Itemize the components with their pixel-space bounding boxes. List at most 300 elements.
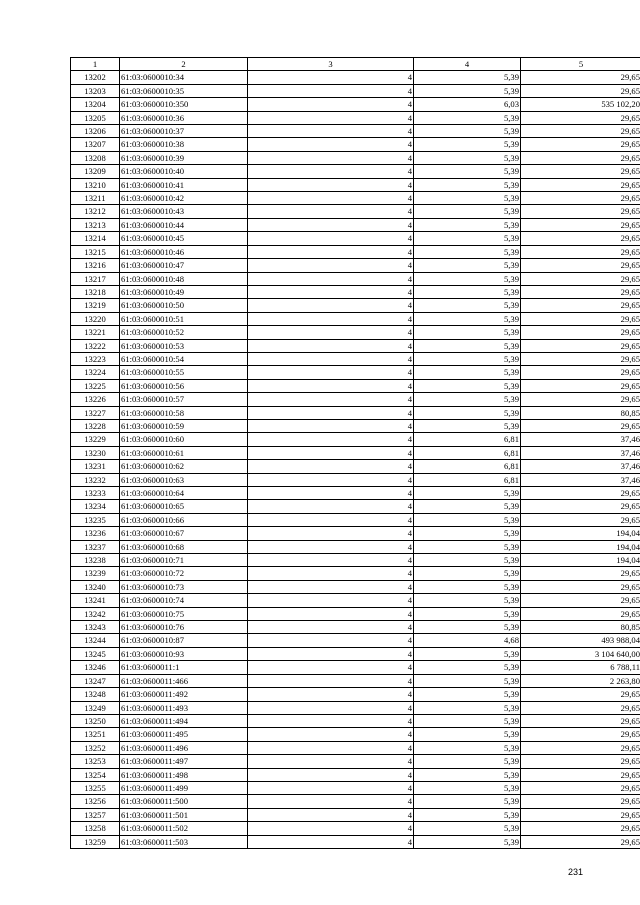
- cadastral-number-cell: 61:03:0600010:46: [120, 245, 248, 258]
- row-number-cell: 13222: [71, 339, 120, 352]
- cadastral-number-cell: 61:03:0600011:495: [120, 728, 248, 741]
- amount-cell: 29,65: [521, 326, 640, 339]
- table-row: [71, 259, 640, 272]
- amount-cell: 29,65: [521, 151, 640, 164]
- category-cell: 4: [248, 125, 414, 138]
- cadastral-number-cell: 61:03:0600010:55: [120, 366, 248, 379]
- amount-cell: 29,65: [521, 835, 640, 848]
- category-cell: 4: [248, 245, 414, 258]
- table-row: [71, 795, 640, 808]
- table-row: [71, 540, 640, 553]
- category-cell: 4: [248, 795, 414, 808]
- row-number-cell: 13210: [71, 178, 120, 191]
- cadastral-number-cell: 61:03:0600010:74: [120, 594, 248, 607]
- rate-cell: 5,39: [414, 647, 521, 660]
- table-row: [71, 138, 640, 151]
- cadastral-number-cell: 61:03:0600010:39: [120, 151, 248, 164]
- cadastral-number-cell: 61:03:0600010:58: [120, 406, 248, 419]
- table-row: [71, 218, 640, 231]
- amount-cell: 29,65: [521, 205, 640, 218]
- category-cell: 4: [248, 714, 414, 727]
- amount-cell: 29,65: [521, 701, 640, 714]
- rate-cell: 5,39: [414, 621, 521, 634]
- row-number-cell: 13241: [71, 594, 120, 607]
- rate-cell: 5,39: [414, 567, 521, 580]
- cadastral-number-cell: 61:03:0600010:65: [120, 500, 248, 513]
- category-cell: 4: [248, 339, 414, 352]
- table-row: [71, 822, 640, 835]
- column-header-2: 2: [120, 58, 248, 71]
- rate-cell: 5,39: [414, 71, 521, 84]
- amount-cell: 29,65: [521, 768, 640, 781]
- amount-cell: 29,65: [521, 339, 640, 352]
- row-number-cell: 13243: [71, 621, 120, 634]
- cadastral-number-cell: 61:03:0600010:61: [120, 446, 248, 459]
- cadastral-number-cell: 61:03:0600011:497: [120, 755, 248, 768]
- table-row: [71, 205, 640, 218]
- table-row: [71, 71, 640, 84]
- category-cell: 4: [248, 379, 414, 392]
- table-row: [71, 446, 640, 459]
- category-cell: 4: [248, 781, 414, 794]
- row-number-cell: 13227: [71, 406, 120, 419]
- category-cell: 4: [248, 406, 414, 419]
- table-row: [71, 554, 640, 567]
- amount-cell: 29,65: [521, 125, 640, 138]
- page-number: 231: [567, 867, 583, 877]
- row-number-cell: 13219: [71, 299, 120, 312]
- rate-cell: 5,39: [414, 795, 521, 808]
- cadastral-number-cell: 61:03:0600011:466: [120, 674, 248, 687]
- cadastral-number-cell: 61:03:0600010:75: [120, 607, 248, 620]
- rate-cell: 6,81: [414, 433, 521, 446]
- table-row: [71, 285, 640, 298]
- category-cell: 4: [248, 500, 414, 513]
- category-cell: 4: [248, 433, 414, 446]
- table-row: [71, 84, 640, 97]
- cadastral-number-cell: 61:03:0600010:87: [120, 634, 248, 647]
- amount-cell: 37,46: [521, 446, 640, 459]
- row-number-cell: 13202: [71, 71, 120, 84]
- amount-cell: 29,65: [521, 808, 640, 821]
- category-cell: 4: [248, 312, 414, 325]
- category-cell: 4: [248, 218, 414, 231]
- table-row: [71, 688, 640, 701]
- category-cell: 4: [248, 567, 414, 580]
- amount-cell: 29,65: [521, 138, 640, 151]
- table-row: [71, 835, 640, 848]
- category-cell: 4: [248, 701, 414, 714]
- amount-cell: 80,85: [521, 406, 640, 419]
- category-cell: 4: [248, 647, 414, 660]
- row-number-cell: 13217: [71, 272, 120, 285]
- table-row: [71, 607, 640, 620]
- rate-cell: 5,39: [414, 500, 521, 513]
- row-number-cell: 13221: [71, 326, 120, 339]
- rate-cell: 5,39: [414, 808, 521, 821]
- table-row: [71, 768, 640, 781]
- row-number-cell: 13215: [71, 245, 120, 258]
- amount-cell: 3 104 640,00: [521, 647, 640, 660]
- amount-cell: 194,04: [521, 540, 640, 553]
- rate-cell: 5,39: [414, 299, 521, 312]
- row-number-cell: 13236: [71, 527, 120, 540]
- amount-cell: 2 263,80: [521, 674, 640, 687]
- row-number-cell: 13237: [71, 540, 120, 553]
- amount-cell: 6 788,11: [521, 661, 640, 674]
- category-cell: 4: [248, 71, 414, 84]
- row-number-cell: 13226: [71, 393, 120, 406]
- table-row: [71, 661, 640, 674]
- cadastral-number-cell: 61:03:0600010:57: [120, 393, 248, 406]
- category-cell: 4: [248, 232, 414, 245]
- amount-cell: 194,04: [521, 554, 640, 567]
- table-header: [71, 58, 640, 71]
- cadastral-number-cell: 61:03:0600010:350: [120, 98, 248, 111]
- category-cell: 4: [248, 768, 414, 781]
- rate-cell: 5,39: [414, 661, 521, 674]
- row-number-cell: 13245: [71, 647, 120, 660]
- cadastral-number-cell: 61:03:0600010:71: [120, 554, 248, 567]
- rate-cell: 5,39: [414, 554, 521, 567]
- amount-cell: 29,65: [521, 272, 640, 285]
- cadastral-number-cell: 61:03:0600010:47: [120, 259, 248, 272]
- amount-cell: 29,65: [521, 218, 640, 231]
- amount-cell: 535 102,20: [521, 98, 640, 111]
- category-cell: 4: [248, 352, 414, 365]
- table-row: [71, 567, 640, 580]
- cadastral-number-cell: 61:03:0600010:40: [120, 165, 248, 178]
- amount-cell: 29,65: [521, 688, 640, 701]
- row-number-cell: 13231: [71, 460, 120, 473]
- rate-cell: 5,39: [414, 151, 521, 164]
- row-number-cell: 13203: [71, 84, 120, 97]
- rate-cell: 6,03: [414, 98, 521, 111]
- row-number-cell: 13213: [71, 218, 120, 231]
- amount-cell: 29,65: [521, 822, 640, 835]
- row-number-cell: 13252: [71, 741, 120, 754]
- amount-cell: 29,65: [521, 795, 640, 808]
- amount-cell: 29,65: [521, 567, 640, 580]
- header-row: [71, 58, 640, 71]
- row-number-cell: 13255: [71, 781, 120, 794]
- table-row: [71, 366, 640, 379]
- table-row: [71, 594, 640, 607]
- rate-cell: 5,39: [414, 245, 521, 258]
- cadastral-number-cell: 61:03:0600011:502: [120, 822, 248, 835]
- cadastral-number-cell: 61:03:0600010:93: [120, 647, 248, 660]
- table-row: [71, 125, 640, 138]
- amount-cell: 29,65: [521, 178, 640, 191]
- rate-cell: 5,39: [414, 218, 521, 231]
- rate-cell: 5,39: [414, 674, 521, 687]
- table-row: [71, 487, 640, 500]
- row-number-cell: 13208: [71, 151, 120, 164]
- amount-cell: 29,65: [521, 580, 640, 593]
- table-row: [71, 419, 640, 432]
- row-number-cell: 13251: [71, 728, 120, 741]
- cadastral-number-cell: 61:03:0600010:66: [120, 513, 248, 526]
- row-number-cell: 13259: [71, 835, 120, 848]
- table-row: [71, 165, 640, 178]
- row-number-cell: 13242: [71, 607, 120, 620]
- category-cell: 4: [248, 259, 414, 272]
- row-number-cell: 13218: [71, 285, 120, 298]
- rate-cell: 6,81: [414, 473, 521, 486]
- amount-cell: 29,65: [521, 728, 640, 741]
- table-row: [71, 192, 640, 205]
- rate-cell: 5,39: [414, 259, 521, 272]
- amount-cell: 29,65: [521, 245, 640, 258]
- category-cell: 4: [248, 728, 414, 741]
- rate-cell: 5,39: [414, 607, 521, 620]
- category-cell: 4: [248, 460, 414, 473]
- table-row: [71, 473, 640, 486]
- table-row: [71, 312, 640, 325]
- category-cell: 4: [248, 580, 414, 593]
- row-number-cell: 13204: [71, 98, 120, 111]
- amount-cell: 29,65: [521, 379, 640, 392]
- amount-cell: 29,65: [521, 366, 640, 379]
- rate-cell: 5,39: [414, 540, 521, 553]
- amount-cell: 29,65: [521, 232, 640, 245]
- amount-cell: 29,65: [521, 352, 640, 365]
- row-number-cell: 13256: [71, 795, 120, 808]
- amount-cell: 29,65: [521, 393, 640, 406]
- amount-cell: 29,65: [521, 513, 640, 526]
- row-number-cell: 13211: [71, 192, 120, 205]
- row-number-cell: 13206: [71, 125, 120, 138]
- cadastral-number-cell: 61:03:0600010:76: [120, 621, 248, 634]
- row-number-cell: 13225: [71, 379, 120, 392]
- cadastral-number-cell: 61:03:0600010:52: [120, 326, 248, 339]
- amount-cell: 29,65: [521, 192, 640, 205]
- table-row: [71, 781, 640, 794]
- rate-cell: 4,68: [414, 634, 521, 647]
- row-number-cell: 13220: [71, 312, 120, 325]
- rate-cell: 5,39: [414, 741, 521, 754]
- table-row: [71, 98, 640, 111]
- cadastral-number-cell: 61:03:0600011:1: [120, 661, 248, 674]
- rate-cell: 5,39: [414, 580, 521, 593]
- category-cell: 4: [248, 808, 414, 821]
- row-number-cell: 13249: [71, 701, 120, 714]
- category-cell: 4: [248, 594, 414, 607]
- rate-cell: 5,39: [414, 326, 521, 339]
- category-cell: 4: [248, 674, 414, 687]
- amount-cell: 29,65: [521, 84, 640, 97]
- amount-cell: 194,04: [521, 527, 640, 540]
- category-cell: 4: [248, 661, 414, 674]
- category-cell: 4: [248, 688, 414, 701]
- category-cell: 4: [248, 554, 414, 567]
- amount-cell: 29,65: [521, 500, 640, 513]
- column-header-5: 5: [521, 58, 640, 71]
- category-cell: 4: [248, 98, 414, 111]
- cadastral-number-cell: 61:03:0600010:51: [120, 312, 248, 325]
- row-number-cell: 13235: [71, 513, 120, 526]
- cadastral-number-cell: 61:03:0600010:38: [120, 138, 248, 151]
- table-row: [71, 755, 640, 768]
- table-row: [71, 741, 640, 754]
- rate-cell: 5,39: [414, 165, 521, 178]
- rate-cell: 5,39: [414, 125, 521, 138]
- cadastral-number-cell: 61:03:0600010:59: [120, 419, 248, 432]
- table-row: [71, 500, 640, 513]
- table-row: [71, 232, 640, 245]
- rate-cell: 6,81: [414, 446, 521, 459]
- cadastral-number-cell: 61:03:0600010:49: [120, 285, 248, 298]
- cadastral-number-cell: 61:03:0600010:42: [120, 192, 248, 205]
- row-number-cell: 13247: [71, 674, 120, 687]
- table-row: [71, 433, 640, 446]
- category-cell: 4: [248, 138, 414, 151]
- category-cell: 4: [248, 634, 414, 647]
- cadastral-number-cell: 61:03:0600010:48: [120, 272, 248, 285]
- category-cell: 4: [248, 607, 414, 620]
- cadastral-number-cell: 61:03:0600010:72: [120, 567, 248, 580]
- category-cell: 4: [248, 285, 414, 298]
- amount-cell: 29,65: [521, 111, 640, 124]
- cadastral-number-cell: 61:03:0600010:34: [120, 71, 248, 84]
- table-row: [71, 326, 640, 339]
- amount-cell: 29,65: [521, 285, 640, 298]
- cadastral-number-cell: 61:03:0600010:43: [120, 205, 248, 218]
- table-row: [71, 808, 640, 821]
- row-number-cell: 13212: [71, 205, 120, 218]
- row-number-cell: 13207: [71, 138, 120, 151]
- rate-cell: 5,39: [414, 781, 521, 794]
- table-row: [71, 299, 640, 312]
- rate-cell: 5,39: [414, 835, 521, 848]
- amount-cell: 29,65: [521, 71, 640, 84]
- category-cell: 4: [248, 540, 414, 553]
- row-number-cell: 13254: [71, 768, 120, 781]
- table-row: [71, 178, 640, 191]
- rate-cell: 5,39: [414, 688, 521, 701]
- table-row: [71, 272, 640, 285]
- amount-cell: 37,46: [521, 433, 640, 446]
- data-table: [70, 57, 640, 849]
- category-cell: 4: [248, 755, 414, 768]
- rate-cell: 5,39: [414, 285, 521, 298]
- cadastral-number-cell: 61:03:0600011:492: [120, 688, 248, 701]
- row-number-cell: 13234: [71, 500, 120, 513]
- rate-cell: 5,39: [414, 111, 521, 124]
- category-cell: 4: [248, 84, 414, 97]
- category-cell: 4: [248, 419, 414, 432]
- cadastral-number-cell: 61:03:0600010:41: [120, 178, 248, 191]
- cadastral-number-cell: 61:03:0600010:67: [120, 527, 248, 540]
- row-number-cell: 13258: [71, 822, 120, 835]
- table-row: [71, 674, 640, 687]
- row-number-cell: 13224: [71, 366, 120, 379]
- table-row: [71, 728, 640, 741]
- row-number-cell: 13230: [71, 446, 120, 459]
- category-cell: 4: [248, 151, 414, 164]
- table-row: [71, 460, 640, 473]
- cadastral-number-cell: 61:03:0600011:500: [120, 795, 248, 808]
- row-number-cell: 13257: [71, 808, 120, 821]
- row-number-cell: 13232: [71, 473, 120, 486]
- cadastral-number-cell: 61:03:0600010:63: [120, 473, 248, 486]
- table-row: [71, 352, 640, 365]
- rate-cell: 5,39: [414, 205, 521, 218]
- row-number-cell: 13253: [71, 755, 120, 768]
- category-cell: 4: [248, 473, 414, 486]
- amount-cell: 37,46: [521, 473, 640, 486]
- row-number-cell: 13229: [71, 433, 120, 446]
- table-row: [71, 513, 640, 526]
- rate-cell: 5,39: [414, 419, 521, 432]
- cadastral-number-cell: 61:03:0600010:35: [120, 84, 248, 97]
- category-cell: 4: [248, 527, 414, 540]
- cadastral-number-cell: 61:03:0600010:62: [120, 460, 248, 473]
- row-number-cell: 13244: [71, 634, 120, 647]
- cadastral-number-cell: 61:03:0600010:73: [120, 580, 248, 593]
- rate-cell: 5,39: [414, 366, 521, 379]
- category-cell: 4: [248, 192, 414, 205]
- table-row: [71, 714, 640, 727]
- category-cell: 4: [248, 513, 414, 526]
- rate-cell: 5,39: [414, 755, 521, 768]
- cadastral-number-cell: 61:03:0600011:503: [120, 835, 248, 848]
- table-row: [71, 111, 640, 124]
- rate-cell: 5,39: [414, 487, 521, 500]
- rate-cell: 5,39: [414, 701, 521, 714]
- rate-cell: 5,39: [414, 192, 521, 205]
- amount-cell: 29,65: [521, 419, 640, 432]
- rate-cell: 5,39: [414, 232, 521, 245]
- rate-cell: 5,39: [414, 714, 521, 727]
- amount-cell: 29,65: [521, 312, 640, 325]
- cadastral-number-cell: 61:03:0600010:50: [120, 299, 248, 312]
- rate-cell: 5,39: [414, 822, 521, 835]
- amount-cell: 493 988,04: [521, 634, 640, 647]
- cadastral-number-cell: 61:03:0600011:498: [120, 768, 248, 781]
- cadastral-number-cell: 61:03:0600010:64: [120, 487, 248, 500]
- category-cell: 4: [248, 446, 414, 459]
- row-number-cell: 13216: [71, 259, 120, 272]
- table-body: [71, 71, 640, 849]
- category-cell: 4: [248, 835, 414, 848]
- category-cell: 4: [248, 393, 414, 406]
- row-number-cell: 13233: [71, 487, 120, 500]
- table-row: [71, 527, 640, 540]
- rate-cell: 5,39: [414, 312, 521, 325]
- category-cell: 4: [248, 741, 414, 754]
- cadastral-number-cell: 61:03:0600011:493: [120, 701, 248, 714]
- rate-cell: 5,39: [414, 594, 521, 607]
- cadastral-number-cell: 61:03:0600011:494: [120, 714, 248, 727]
- cadastral-number-cell: 61:03:0600010:44: [120, 218, 248, 231]
- amount-cell: 29,65: [521, 714, 640, 727]
- category-cell: 4: [248, 178, 414, 191]
- cadastral-number-cell: 61:03:0600010:53: [120, 339, 248, 352]
- rate-cell: 5,39: [414, 272, 521, 285]
- amount-cell: 29,65: [521, 165, 640, 178]
- rate-cell: 5,39: [414, 393, 521, 406]
- rate-cell: 5,39: [414, 768, 521, 781]
- row-number-cell: 13240: [71, 580, 120, 593]
- rate-cell: 5,39: [414, 352, 521, 365]
- rate-cell: 5,39: [414, 527, 521, 540]
- amount-cell: 29,65: [521, 594, 640, 607]
- column-header-4: 4: [414, 58, 521, 71]
- table-row: [71, 339, 640, 352]
- row-number-cell: 13223: [71, 352, 120, 365]
- category-cell: 4: [248, 165, 414, 178]
